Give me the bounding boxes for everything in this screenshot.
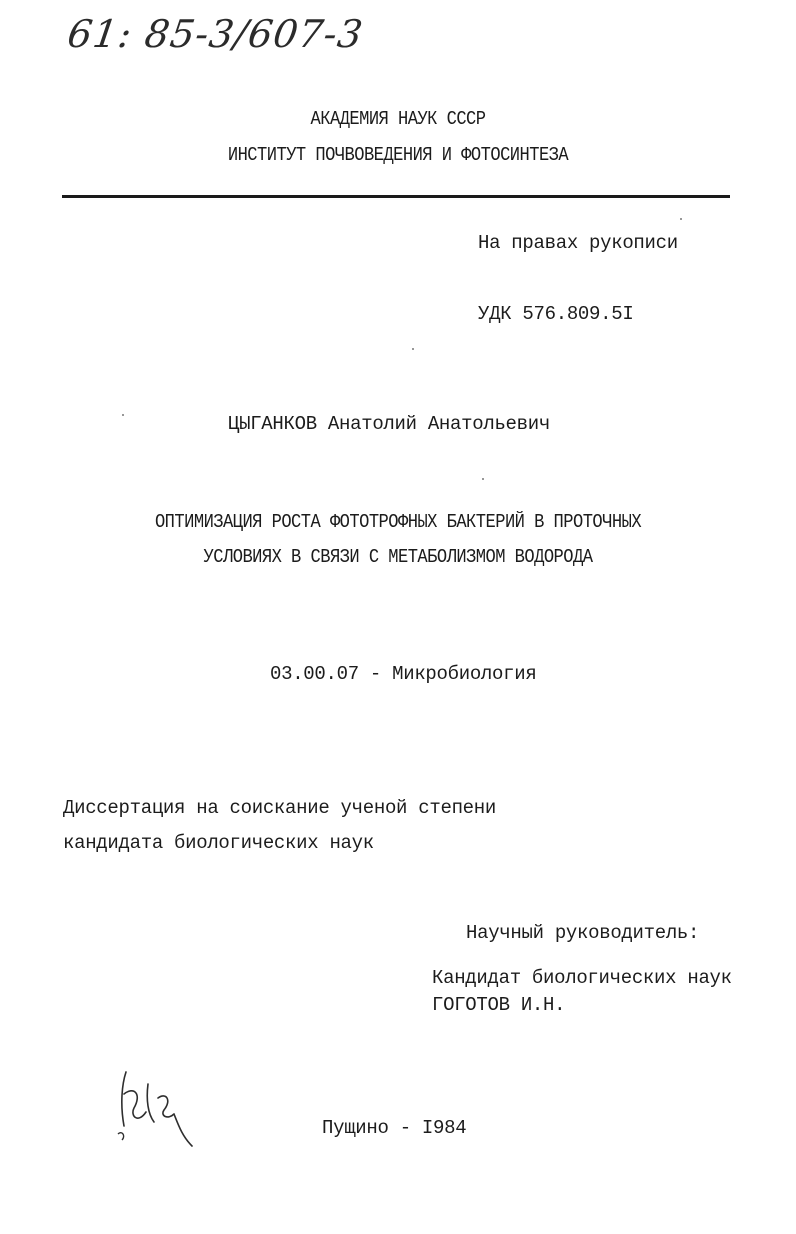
udc-code: УДК 576.809.5I <box>478 303 634 325</box>
author-name: ЦЫГАНКОВ Анатолий Анатольевич <box>228 413 550 435</box>
scan-speck <box>482 478 484 480</box>
place-and-year: Пущино - I984 <box>322 1117 467 1139</box>
rights-notice: На правах рукописи <box>478 232 678 254</box>
academy-heading: АКАДЕМИЯ НАУК СССР <box>310 108 486 130</box>
header-divider <box>62 195 730 198</box>
handwritten-signature <box>112 1064 202 1154</box>
institute-heading: ИНСТИТУТ ПОЧВОВЕДЕНИЯ И ФОТОСИНТЕЗА <box>227 144 569 166</box>
scan-speck <box>412 348 414 350</box>
supervisor-title: Кандидат биологических наук <box>432 967 732 989</box>
supervisor-name: ГОГОТОВ И.Н. <box>432 994 566 1016</box>
degree-line-1: Диссертация на соискание ученой степени <box>63 797 496 819</box>
scan-speck <box>680 218 682 220</box>
thesis-title-line-2: УСЛОВИЯХ В СВЯЗИ С МЕТАБОЛИЗМОМ ВОДОРОДА <box>203 546 593 568</box>
archive-mark: 61: 85-3/607-3 <box>64 12 367 56</box>
specialty-code: 03.00.07 - Микробиология <box>270 663 537 685</box>
scan-speck <box>122 414 124 416</box>
supervisor-label: Научный руководитель: <box>466 922 700 944</box>
degree-line-2: кандидата биологических наук <box>63 832 374 854</box>
thesis-title-line-1: ОПТИМИЗАЦИЯ РОСТА ФОТОТРОФНЫХ БАКТЕРИЙ В ПРОТОЧНЫХ <box>154 511 642 533</box>
